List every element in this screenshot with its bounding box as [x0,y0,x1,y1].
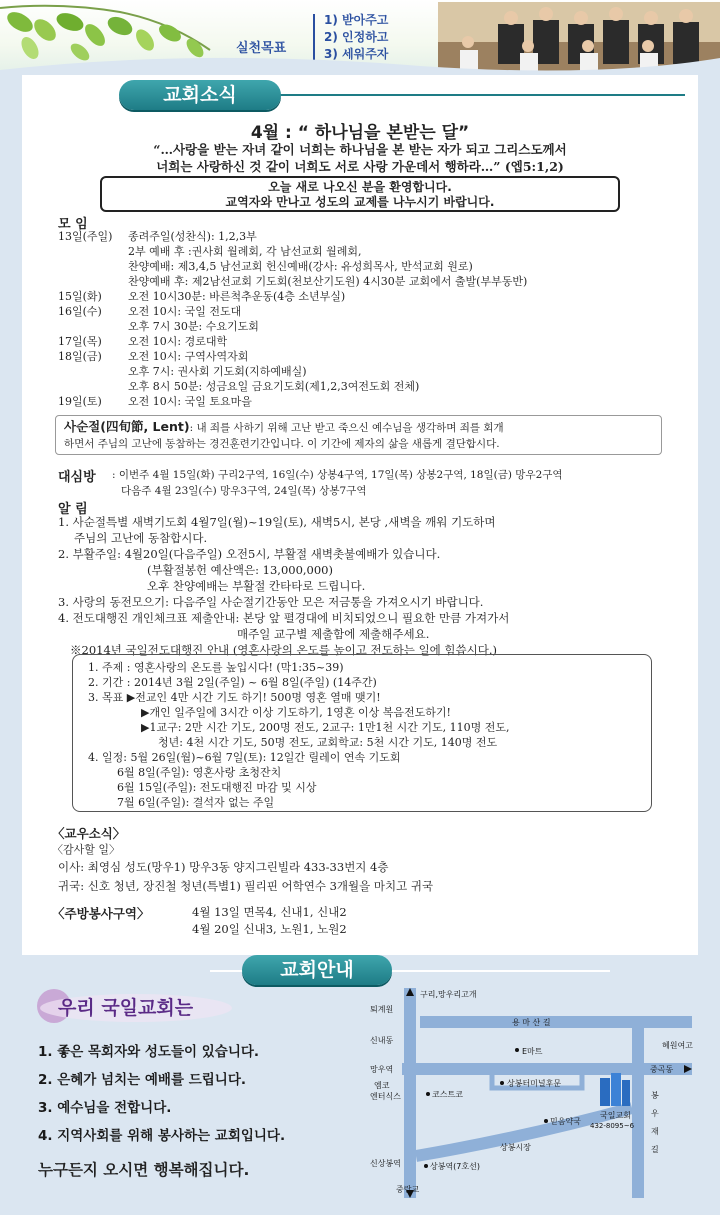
meeting-date: 17일(목) [58,335,102,348]
map-label: 망우역 [370,1065,394,1074]
map-label: 신내동 [370,1036,394,1045]
members-line: 귀국: 신호 청년, 장진철 청년(특별1) 필리핀 어학연수 3개월을 마치고 귀국 [58,879,434,893]
kitchen-line: 4월 20일 신내3, 노원1, 노원2 [192,922,347,936]
lent-term: 사순절(四旬節, Lent) [64,419,190,434]
map-label: E마트 [522,1047,543,1056]
verse-line: 너희는 사랑하신 것 같이 너희도 서로 사랑 가운데서 행하라…” (엡5:1,2) [156,159,564,174]
plan-line: ▶개인 일주일에 3시간 이상 기도하기, 1영혼 이상 복음전도하기! [141,706,451,719]
meeting-date: 19일(토) [58,395,102,408]
guide-item: 3. 예수님을 전합니다. [38,1100,172,1116]
meeting-text: 2부 예배 후 :권사회 월례회, 각 남선교회 월례회, [128,245,362,258]
map-label: 우 [651,1109,659,1118]
kitchen-heading: 〈주방봉사구역〉 [52,906,150,921]
lent-text: 하면서 주님의 고난에 동참하는 경건훈련기간입니다. 이 기간에 제자의 삶을 새롭게 결단합시다. [64,438,500,450]
meeting-text: 오후 7시: 권사회 기도회(지하예배실) [128,365,307,378]
map-label: 신상봉역 [370,1159,401,1168]
meeting-text: 오전 10시: 국일 토요마을 [128,395,252,408]
map-label: 상봉시장 [500,1143,531,1152]
map-label: 구리,망우리고개 [420,990,477,999]
plan-line: 4. 일정: 5월 26일(월)~6월 7일(토): 12일간 릴레이 연속 기도회 [88,751,401,764]
road-mangwoo [402,1063,692,1075]
motto-item: 1) 받아주고 [324,13,389,27]
members-subheading: 〈감사할 일〉 [52,843,121,856]
verse-line: “…사랑을 받는 자녀 같이 너희는 하나님을 본 받는 자가 되고 그리스도께서 [153,142,567,157]
map-label: 432-8095~6 [590,1122,635,1130]
map-label: 믿음약국 [550,1117,581,1126]
motto-item: 3) 세워주자 [324,47,389,61]
visits-line: 다음주 4월 23일(수) 망우3구역, 24일(목) 상봉7구역 [121,485,367,497]
welcome-line: 오늘 새로 나오신 분을 환영합니다. [268,180,452,194]
plan-line: 2. 기간 : 2014년 3월 2일(주일) ~ 6월 8일(주일) (14주간) [88,676,377,689]
notice-line: (부활절봉헌 예산액은: 13,000,000) [147,563,333,577]
meeting-date: 13일(주일) [58,230,113,243]
meeting-text: 오전 10시30분: 바른척추운동(4층 소년부실) [128,290,346,303]
meeting-text: 오후 7시 30분: 수요기도회 [128,320,259,333]
guide-item: 2. 은혜가 넘치는 예배를 드립니다. [38,1072,246,1088]
notice-line: 3. 사랑의 동전모으기: 다음주일 사순절기간동안 모은 저금통을 가져오시기 바랍니다. [58,595,484,609]
map-label: 용 마 산 길 [512,1018,551,1027]
meeting-text: 오전 10시: 국일 전도대 [128,305,242,318]
map-label: 엔터식스 [370,1092,401,1101]
notice-line: 2. 부활주일: 4월20일(다음주일) 오전5시, 부활절 새벽촛불예배가 있습니다. [58,547,441,561]
map-label: 국일교회 [600,1111,631,1120]
members-line: 이사: 최영심 성도(망우1) 망우3동 양지그린빌라 433-33번지 4층 [58,860,389,874]
map-label: 중랑교 [396,1185,420,1194]
guide-welcome: 누구든지 오시면 행복해집니다. [38,1161,250,1179]
map-label: 봉 [651,1091,659,1100]
plan-line: 6월 15일(주일): 전도대행진 마감 및 시상 [117,781,317,794]
notices-heading: 알 림 [58,502,88,517]
meeting-text: 종려주일(성찬식): 1,2,3부 [128,230,257,243]
map-label: 혜원여고 [662,1041,693,1050]
top-banner [0,0,720,75]
meeting-date: 15일(화) [58,290,102,303]
meeting-text: 찬양예배: 제3,4,5 남선교회 헌신예배(강사: 유성희목사, 반석교회 원로) [128,260,473,273]
church-title: 우리 국일교회는 [58,997,194,1019]
motto-label: 실천목표 [236,41,287,56]
month-theme-title: 4월 : “ 하나님을 본받는 달” [250,123,470,143]
plan-line: 6월 8일(주일): 영혼사랑 초청잔치 [117,766,282,779]
visits-line: : 이번주 4월 15일(화) 구리2구역, 16일(수) 상봉4구역, 17일(목) 상봉2구역, 18일(금) 망우2구역 [112,469,563,481]
meeting-text: 찬양예배 후: 제2남선교회 기도회(천보산기도원) 4시30분 교회에서 출발(부부동반) [128,275,528,288]
map-label: 재 [651,1127,659,1136]
lent-text: : 내 죄를 사하기 위해 고난 받고 죽으신 예수님을 생각하며 죄를 회개 [189,422,504,434]
road-vertical-main [404,988,416,1198]
meeting-date: 16일(수) [58,305,102,318]
news-section-title: 교회소식 [119,80,281,110]
guide-item: 4. 지역사회를 위해 봉사하는 교회입니다. [38,1128,286,1144]
map-label: 코스트코 [432,1090,463,1099]
map-label: 상봉터미널후문 [507,1079,562,1088]
plan-line: 7월 6일(주일): 결석자 없는 주일 [117,796,275,809]
notice-line: 4. 전도대행진 개인체크표 제출안내: 본당 앞 펼경대에 비치되었으니 필요한 만큼 가져가서 [58,611,510,625]
plan-line: 3. 목표 ▶전교인 4만 시간 기도 하기! 500명 영혼 열매 맺기! [88,691,381,704]
visits-heading: 대심방 [58,470,96,485]
notice-line: 매주일 교구별 제출함에 제출해주세요. [237,627,430,641]
motto-item: 2) 인정하고 [324,30,389,44]
top-wave [0,48,720,75]
road-bongwoojae [632,1028,644,1198]
meeting-date: 18일(금) [58,350,102,363]
map-label: 퇴계원 [370,1005,394,1014]
notice-line: 오후 찬양예배는 부활절 칸타타로 드립니다. [147,579,366,593]
guide-section-title: 교회안내 [242,955,392,985]
location-map [362,988,702,1198]
map-label: 중곡동 [650,1065,674,1074]
plan-line: ▶1교구: 2만 시간 기도, 200명 전도, 2교구: 1만1천 시간 기도, 110명 전도, [141,721,510,734]
plan-line: 청년: 4천 시간 기도, 50명 전도, 교회학교: 5천 시간 기도, 140명 전도 [158,736,498,749]
kitchen-line: 4월 13일 면목4, 신내1, 신내2 [192,905,347,919]
meeting-text: 오전 10시: 구역사역자회 [128,350,249,363]
guide-item: 1. 좋은 목회자와 성도들이 있습니다. [38,1044,260,1060]
map-label: 엠코 [374,1081,390,1090]
plan-line: 1. 주제 : 영혼사랑의 온도를 높입시다! (막1:35~39) [88,661,344,674]
notice-line: ※2014년 국일전도대행진 안내 (영혼사랑의 온도를 높이고 전도하는 일에 힘씁시다.) [70,643,498,657]
meeting-text: 오전 10시: 경로대학 [128,335,228,348]
welcome-line: 교역자와 만나고 성도의 교제를 나누시기 바랍니다. [225,195,495,209]
members-heading: 〈교우소식〉 [52,826,126,841]
lent-box [55,415,662,455]
notice-line: 1. 사순절특별 새벽기도회 4월7일(월)~19일(토), 새벽5시, 본당 ,새벽을 깨워 기도하며 [58,515,496,529]
map-label: 길 [651,1145,659,1154]
notice-line: 주님의 고난에 동참합시다. [74,531,208,545]
meetings-heading: 모 임 [58,217,88,232]
meeting-text: 오후 8시 50분: 성금요일 금요기도회(제1,2,3여전도회 전체) [128,380,420,393]
road-yongmasan [420,1016,692,1028]
map-label: 상봉역(7호선) [430,1162,480,1171]
welcome-box [100,176,620,212]
